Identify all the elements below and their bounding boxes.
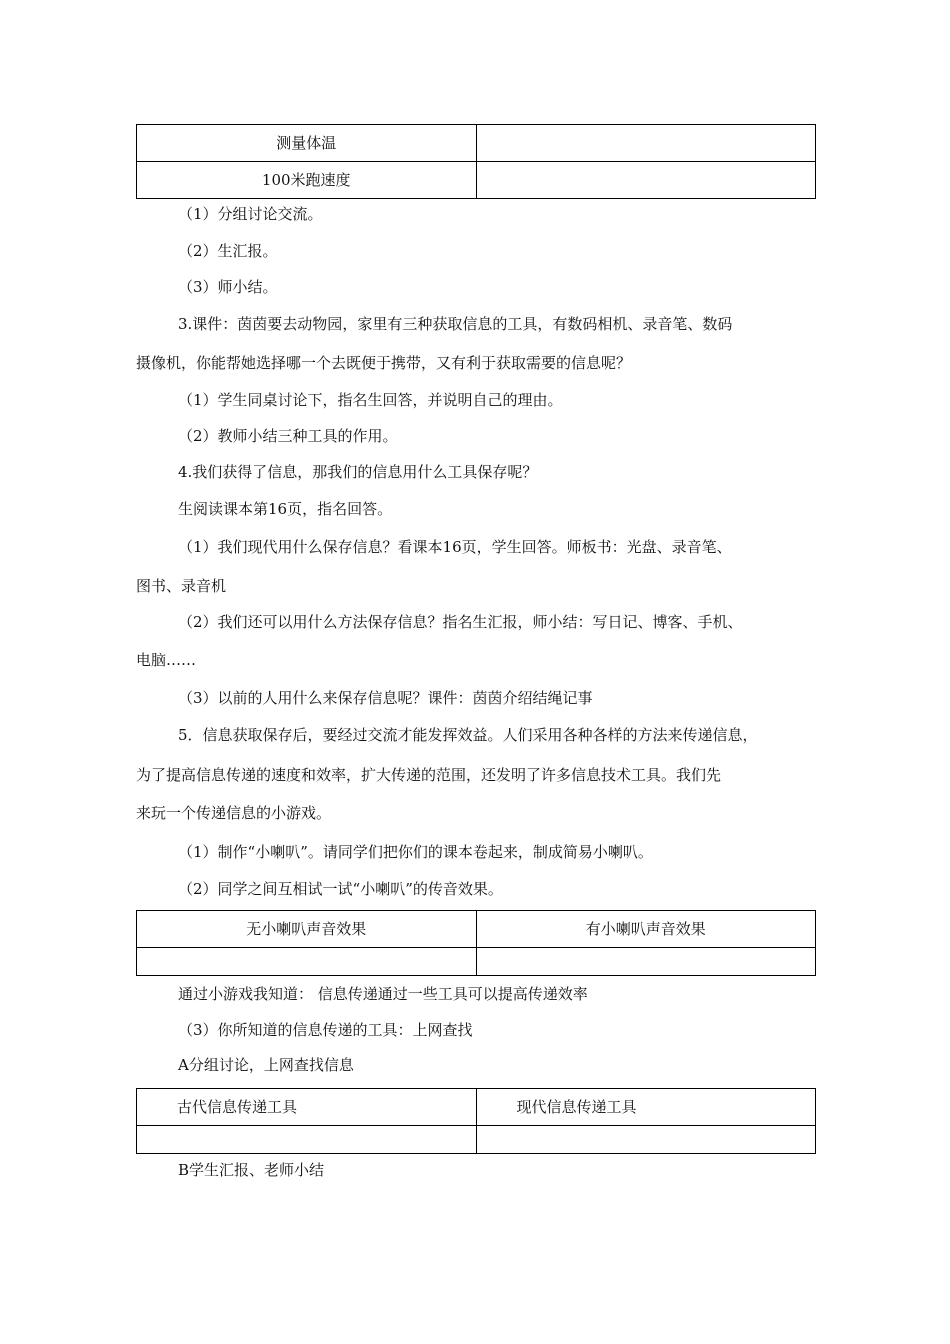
table-cell — [476, 125, 816, 162]
paragraph-line: 通过小游戏我知道： 信息传递通过一些工具可以提高传递效率 — [178, 985, 588, 1003]
table-header-cell: 无小喇叭声音效果 — [137, 911, 477, 948]
paragraph-line: （2）教师小结三种工具的作用。 — [178, 427, 398, 445]
table-row — [137, 911, 816, 948]
paragraph-line: （1）分组讨论交流。 — [178, 205, 323, 223]
table-cell — [476, 162, 816, 199]
paragraph-line: 电脑…… — [136, 651, 197, 669]
paragraph-line: A分组讨论，上网查找信息 — [178, 1056, 354, 1074]
paragraph-line: （3）以前的人用什么来保存信息呢？课件：茵茵介绍结绳记事 — [178, 689, 593, 707]
table-header-cell: 古代信息传递工具 — [137, 1089, 477, 1126]
paragraph-line: 图书、录音机 — [136, 577, 227, 595]
paragraph-line: （3）师小结。 — [178, 278, 278, 296]
paragraph-line: （2）生汇报。 — [178, 242, 278, 260]
table-row — [137, 162, 816, 199]
table-cell — [476, 1126, 816, 1154]
table-header-cell: 有小喇叭声音效果 — [476, 911, 816, 948]
paragraph-line: （3）你所知道的信息传递的工具：上网查找 — [178, 1021, 473, 1039]
table-row — [137, 125, 816, 162]
table-header-cell: 现代信息传递工具 — [476, 1089, 816, 1126]
paragraph-line: 4.我们获得了信息，那我们的信息用什么工具保存呢？ — [178, 463, 538, 481]
paragraph-line: （2）我们还可以用什么方法保存信息？指名生汇报，师小结：写日记、博客、手机、 — [178, 613, 743, 631]
paragraph-line: （2）同学之间互相试一试“小喇叭”的传音效果。 — [178, 880, 503, 898]
table-cell — [476, 948, 816, 976]
table-row — [137, 1089, 816, 1126]
table-cell: 100米跑速度 — [137, 162, 477, 199]
paragraph-line: （1）制作“小喇叭”。请同学们把你们的课本卷起来，制成简易小喇叭。 — [178, 843, 653, 861]
table-cell — [137, 948, 477, 976]
paragraph-line: 来玩一个传递信息的小游戏。 — [136, 804, 332, 822]
paragraph-line: 摄像机，你能帮她选择哪一个去既便于携带，又有利于获取需要的信息呢？ — [136, 354, 632, 372]
transmission-tools-table — [136, 1088, 816, 1154]
speaker-effect-table — [136, 910, 816, 976]
paragraph-line: （1）我们现代用什么保存信息？看课本16页，学生回答。师板书：光盘、录音笔、 — [178, 538, 732, 556]
paragraph-line: 为了提高信息传递的速度和效率，扩大传递的范围，还发明了许多信息技术工具。我们先 — [136, 766, 722, 784]
paragraph-line: 3.课件：茵茵要去动物园，家里有三种获取信息的工具，有数码相机、录音笔、数码 — [178, 315, 733, 333]
table-cell: 测量体温 — [137, 125, 477, 162]
paragraph-line: B学生汇报、老师小结 — [178, 1161, 325, 1179]
table-row — [137, 948, 816, 976]
measurement-table — [136, 124, 816, 199]
table-row — [137, 1126, 816, 1154]
paragraph-line: 5．信息获取保存后，要经过交流才能发挥效益。人们采用各种各样的方法来传递信息， — [178, 726, 758, 744]
paragraph-line: 生阅读课本第16页，指名回答。 — [178, 500, 393, 518]
table-cell — [137, 1126, 477, 1154]
paragraph-line: （1）学生同桌讨论下，指名生回答，并说明自己的理由。 — [178, 391, 563, 409]
